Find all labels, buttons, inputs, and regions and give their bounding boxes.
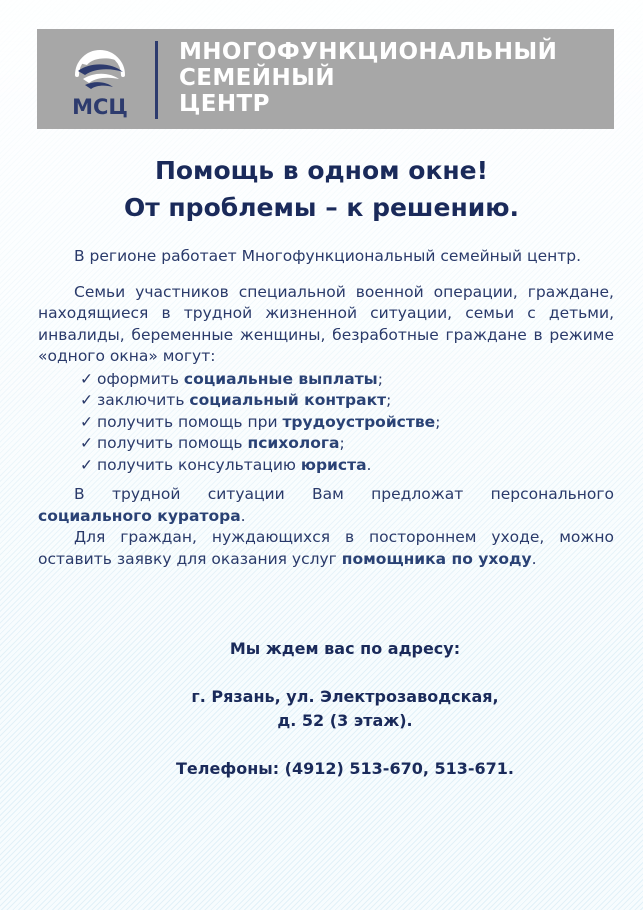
list-item: ✓ получить помощь при трудоустройстве;	[80, 412, 614, 434]
headline	[0, 152, 643, 226]
list-item: ✓ получить консультацию юриста.	[80, 455, 614, 477]
list-item: ✓ заключить социальный контракт;	[80, 390, 614, 412]
contact-block	[0, 637, 643, 781]
org-name-line-1: МНОГОФУНКЦИОНАЛЬНЫЙ	[179, 39, 558, 65]
headline-line-2: От проблемы – к решению.	[123, 193, 520, 222]
headline-line-1: Помощь в одном окне!	[154, 156, 489, 185]
banner-divider	[155, 41, 158, 119]
eligibility-paragraph: Семьи участников специальной военной операции, граждане, находящиеся в трудной жизненной ситуации, семьи с детьми, инвалиды, беременные женщины, безработные граждане в режиме «одного окна» могут:	[38, 282, 614, 365]
checkmark-icon: ✓	[80, 412, 93, 431]
address-line-2: д. 52 (3 этаж).	[277, 711, 413, 730]
org-name-line-2: СЕМЕЙНЫЙ	[179, 65, 335, 91]
caregiver-paragraph: Для граждан, нуждающихся в постороннем уходе, можно оставить заявку для оказания услуг помощника по уходу.	[38, 528, 614, 568]
logo-text: МСЦ	[72, 95, 128, 119]
services-checklist	[38, 369, 614, 477]
checkmark-icon: ✓	[80, 369, 93, 388]
address-line-1: г. Рязань, ул. Электрозаводская,	[191, 687, 499, 706]
org-name-line-3: ЦЕНТР	[179, 91, 270, 117]
address-invite: Мы ждем вас по адресу:	[229, 639, 461, 658]
header-banner	[37, 29, 614, 129]
body-text	[38, 246, 614, 570]
checkmark-icon: ✓	[80, 391, 93, 409]
list-item: ✓ получить помощь психолога;	[80, 433, 614, 455]
organization-name	[179, 39, 557, 117]
list-item: ✓ оформить социальные выплаты;	[80, 369, 614, 391]
checkmark-icon: ✓	[80, 455, 93, 474]
curator-paragraph: В трудной ситуации Вам предложат персонального социального куратора.	[38, 485, 614, 525]
phone-numbers: Телефоны: (4912) 513-670, 513-671.	[175, 759, 515, 778]
intro-paragraph: В регионе работает Многофункциональный семейный центр.	[74, 247, 582, 265]
checkmark-icon: ✓	[80, 434, 93, 452]
msc-logo-icon	[65, 41, 135, 119]
